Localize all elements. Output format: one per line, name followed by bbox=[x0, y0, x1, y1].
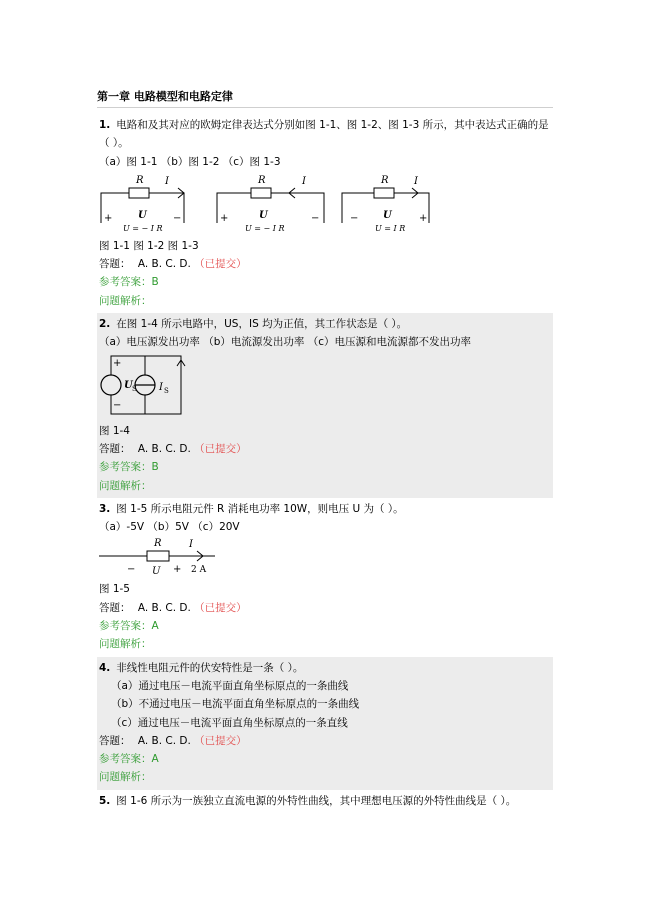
resistor-1-5 bbox=[147, 551, 169, 561]
current-value: 2 A bbox=[191, 565, 207, 576]
current-label: I bbox=[302, 175, 306, 187]
reference-label: 参考答案： bbox=[99, 753, 152, 766]
question-3-text bbox=[99, 500, 553, 518]
voltage-label: U bbox=[138, 209, 147, 221]
question-4 bbox=[97, 657, 553, 790]
question-2-answer-row bbox=[99, 440, 553, 458]
question-2-figure-caption: 图 1-4 bbox=[99, 424, 130, 437]
reference-answer: A bbox=[151, 620, 159, 633]
question-1-number: 1. bbox=[99, 119, 111, 131]
resistor-1-1 bbox=[129, 188, 149, 198]
question-3-figure-caption: 图 1-5 bbox=[99, 583, 130, 596]
question-1 bbox=[97, 114, 553, 313]
plus-sign: + bbox=[104, 212, 113, 224]
resistor-label: R bbox=[381, 174, 389, 186]
question-1-analysis: 问题解析： bbox=[99, 294, 152, 307]
voltage-label: U bbox=[383, 209, 392, 221]
voltage-source bbox=[101, 375, 121, 395]
answer-label: 答题： bbox=[99, 734, 131, 747]
submitted-status: （已提交） bbox=[194, 258, 247, 271]
question-4-reference bbox=[99, 750, 553, 768]
figure-1-5 bbox=[99, 536, 553, 580]
question-2-number: 2. bbox=[99, 318, 111, 331]
reference-answer: A bbox=[151, 753, 159, 766]
answer-label: 答题： bbox=[99, 258, 131, 271]
plus-sign: + bbox=[173, 564, 182, 576]
circuit-diagrams-1 bbox=[99, 171, 555, 237]
question-2-text bbox=[99, 315, 553, 333]
answer-options[interactable]: A. B. C. D. bbox=[137, 734, 191, 747]
question-2-reference bbox=[99, 458, 553, 476]
question-1-text bbox=[99, 116, 553, 153]
answer-label: 答题： bbox=[99, 601, 131, 614]
question-1-answer-row bbox=[99, 255, 553, 273]
ohm-equation: U = − I R bbox=[123, 223, 163, 233]
question-3-answer-row bbox=[99, 599, 553, 617]
question-5-stem: 图 1-6 所示为一族独立直流电源的外特性曲线，其中理想电压源的外特性曲线是（ ）。 bbox=[116, 794, 517, 807]
submitted-status: （已提交） bbox=[194, 601, 247, 614]
question-4-analysis: 问题解析： bbox=[99, 771, 152, 784]
submitted-status: （已提交） bbox=[194, 734, 247, 747]
current-label: I bbox=[414, 175, 418, 187]
question-5 bbox=[97, 790, 553, 813]
question-1-reference bbox=[99, 273, 553, 291]
question-4-option-b: （b）不通过电压－电流平面直角坐标原点的一条曲线 bbox=[111, 698, 360, 711]
plus-sign: + bbox=[419, 212, 428, 224]
question-3-number: 3. bbox=[99, 502, 111, 515]
question-4-option-a: （a）通过电压－电流平面直角坐标原点的一条曲线 bbox=[111, 679, 349, 692]
question-3 bbox=[97, 498, 553, 657]
question-2-analysis: 问题解析： bbox=[99, 479, 152, 492]
circuit-1-1 bbox=[101, 175, 184, 233]
answer-options[interactable]: A. B. C. D. bbox=[137, 258, 191, 271]
minus-sign: − bbox=[311, 212, 320, 224]
chapter-title: 第一章 电路模型和电路定律 bbox=[97, 88, 553, 108]
plus-sign: + bbox=[220, 212, 229, 224]
answer-label: 答题： bbox=[99, 442, 131, 455]
source-current-subscript: S bbox=[164, 386, 169, 395]
question-3-analysis: 问题解析： bbox=[99, 638, 152, 651]
resistor-1-3 bbox=[374, 188, 394, 198]
question-1-figure-caption: 图 1-1 图 1-2 图 1-3 bbox=[99, 239, 199, 252]
resistor-label: R bbox=[258, 174, 266, 186]
source-current-label: I bbox=[159, 381, 163, 393]
figure-1-4 bbox=[99, 352, 553, 422]
reference-label: 参考答案： bbox=[99, 620, 152, 633]
question-1-stem: 电路和及其对应的欧姆定律表达式分别如图 1-1、图 1-2、图 1-3 所示，其中表达式正确的是（ ）。 bbox=[99, 119, 549, 150]
circuit-diagram-1-4 bbox=[99, 352, 219, 422]
voltage-label: U bbox=[152, 566, 161, 578]
question-3-choices: （a）-5V （b）5V （c）20V bbox=[99, 521, 240, 534]
resistor-label: R bbox=[136, 174, 144, 186]
plus-sign: + bbox=[113, 357, 122, 369]
ohm-equation: U = − I R bbox=[245, 223, 285, 233]
question-4-option-c: （c）通过电压－电流平面直角坐标原点的一条直线 bbox=[111, 716, 348, 729]
minus-sign: − bbox=[113, 399, 122, 411]
source-voltage-subscript: S bbox=[132, 384, 137, 393]
question-4-answer-row bbox=[99, 732, 553, 750]
circuit-diagram-1-5 bbox=[99, 536, 229, 580]
circuit-1-2 bbox=[217, 175, 324, 233]
question-5-number: 5. bbox=[99, 794, 111, 807]
resistor-1-2 bbox=[251, 188, 271, 198]
question-3-reference bbox=[99, 617, 553, 635]
current-label: I bbox=[189, 539, 193, 551]
minus-sign: − bbox=[127, 564, 136, 576]
question-3-stem: 图 1-5 所示电阻元件 R 消耗电功率 10W，则电压 U 为（ ）。 bbox=[116, 502, 404, 515]
question-4-number: 4. bbox=[99, 661, 111, 674]
question-5-text bbox=[99, 792, 553, 810]
resistor-label: R bbox=[154, 538, 162, 550]
minus-sign: − bbox=[173, 212, 182, 224]
question-4-stem: 非线性电阻元件的伏安特性是一条（ ）。 bbox=[116, 661, 304, 674]
question-2-stem: 在图 1-4 所示电路中，US，IS 均为正值，其工作状态是（ ）。 bbox=[116, 318, 408, 331]
reference-answer: B bbox=[151, 276, 159, 289]
answer-options[interactable]: A. B. C. D. bbox=[137, 442, 191, 455]
minus-sign: − bbox=[350, 212, 359, 224]
reference-answer: B bbox=[151, 461, 159, 474]
voltage-label: U bbox=[259, 209, 268, 221]
answer-options[interactable]: A. B. C. D. bbox=[137, 601, 191, 614]
submitted-status: （已提交） bbox=[194, 442, 247, 455]
figure-1-1-to-1-3 bbox=[99, 171, 553, 237]
question-list bbox=[97, 114, 553, 813]
source-voltage-label: U bbox=[124, 379, 133, 391]
circuit-1-3 bbox=[342, 175, 429, 233]
question-2-choices: （a）电压源发出功率 （b）电流源发出功率 （c）电压源和电流源都不发出功率 bbox=[99, 336, 472, 349]
question-2 bbox=[97, 313, 553, 498]
reference-label: 参考答案： bbox=[99, 461, 152, 474]
question-4-text bbox=[99, 659, 553, 677]
reference-label: 参考答案： bbox=[99, 276, 152, 289]
ohm-equation: U = I R bbox=[375, 223, 406, 233]
question-1-choices: （a）图 1-1 （b）图 1-2 （c）图 1-3 bbox=[99, 155, 281, 168]
current-label: I bbox=[165, 175, 169, 187]
